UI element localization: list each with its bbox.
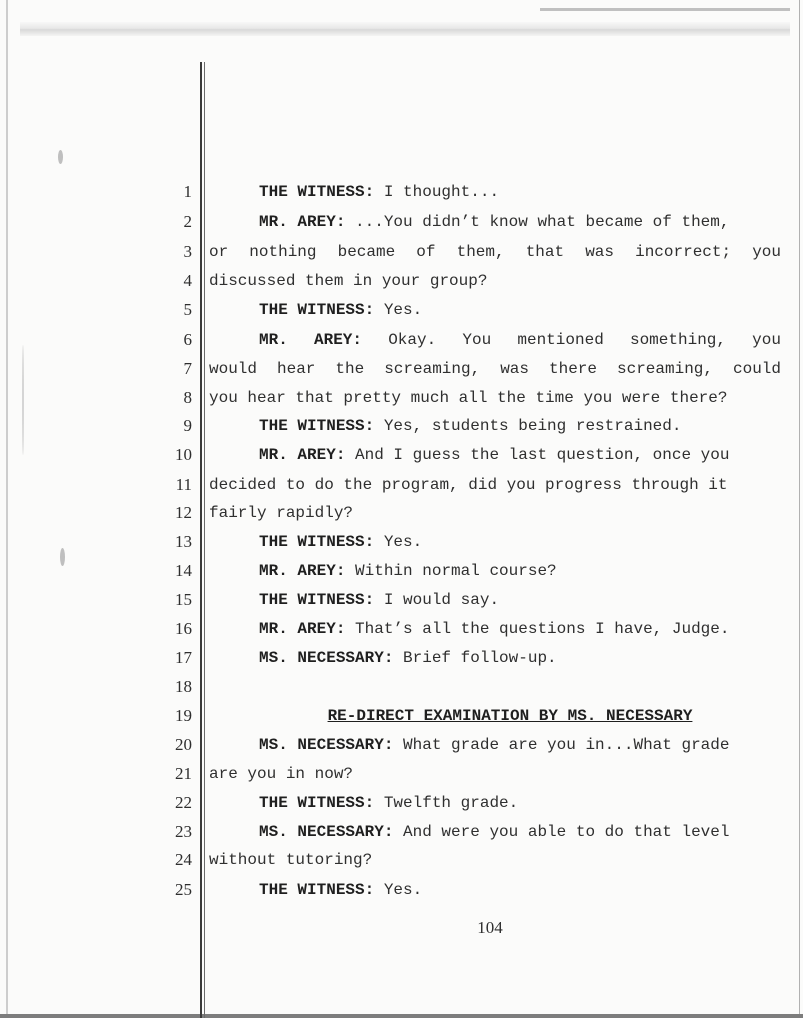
page-number: 104 [477,918,503,937]
line-text: fairly rapidly? [209,504,354,522]
transcript-line [209,822,781,842]
margin-rule [200,62,202,1018]
line-text: And I guess the last question, once you [345,446,730,464]
speaker-label: MR. AREY: [259,331,362,349]
speaker-label: MS. NECESSARY: [259,649,394,667]
line-text: Twelfth grade. [374,794,519,812]
transcript-line [209,182,781,202]
transcript-line [209,850,781,870]
transcript-line [209,388,781,408]
speaker-label: THE WITNESS: [259,881,375,899]
scan-right-edge [799,0,800,1018]
speaker-label: THE WITNESS: [259,533,375,551]
line-text: are you in now? [209,765,354,783]
transcript-line [209,735,781,755]
transcript-line [209,445,781,465]
line-number: 22 [175,793,192,812]
line-text: Yes, students being restrained. [374,417,682,435]
transcript-line [209,416,781,436]
transcript-line [209,212,781,232]
transcript-line [209,764,781,784]
line-text: Brief follow-up. [393,649,557,667]
speaker-label: THE WITNESS: [259,301,375,319]
margin-rule-inner [204,62,205,1018]
line-number: 5 [183,300,192,319]
scan-left-edge [6,0,8,1018]
line-text: That’s all the questions I have, Judge. [345,620,730,638]
line-number: 11 [175,475,192,494]
transcript-line [209,475,781,495]
speaker-label: MR. AREY: [259,562,346,580]
line-number: 7 [183,359,192,378]
line-number: 21 [175,764,192,783]
line-text: Yes. [374,881,423,899]
line-number: 17 [175,648,192,667]
line-number: 23 [175,822,192,841]
scan-speck [60,548,65,566]
line-text: I thought... [374,183,500,201]
section-heading: RE-DIRECT EXAMINATION BY MS. NECESSARY [327,707,693,725]
line-number: 6 [183,330,192,349]
scan-top-edge [540,8,790,11]
scan-speck [58,150,63,164]
line-text: And were you able to do that level [393,823,730,841]
line-number: 19 [175,706,192,725]
line-text: or nothing became of them, that was incorrect; you [209,243,781,261]
speaker-label: THE WITNESS: [259,183,375,201]
line-number: 4 [183,271,192,290]
line-number: 8 [183,388,192,407]
line-number: 24 [175,850,192,869]
line-number: 18 [175,677,192,696]
speaker-label: MS. NECESSARY: [259,736,394,754]
line-text: decided to do the program, did you progress through it [209,476,728,494]
line-number: 2 [183,212,192,231]
speaker-label: THE WITNESS: [259,591,375,609]
scan-streak [22,345,24,455]
speaker-label: MR. AREY: [259,446,346,464]
transcript-line [209,561,781,581]
line-number: 12 [175,503,192,522]
line-text: Yes. [374,533,423,551]
line-number: 3 [183,242,192,261]
transcript-line [209,242,781,262]
line-number: 9 [183,416,192,435]
transcript-line [209,271,781,291]
line-number: 20 [175,735,192,754]
line-number: 14 [175,561,192,580]
line-number: 10 [175,445,192,464]
line-number: 13 [175,532,192,551]
speaker-label: THE WITNESS: [259,794,375,812]
line-number: 15 [175,590,192,609]
speaker-label: MR. AREY: [259,620,346,638]
transcript-line [209,532,781,552]
speaker-label: MS. NECESSARY: [259,823,394,841]
transcript-line [209,330,781,350]
line-text: discussed them in your group? [209,272,488,290]
line-text: ...You didn’t know what became of them, [345,213,730,231]
line-number: 16 [175,619,192,638]
scan-bottom-edge [0,1014,803,1018]
line-number: 1 [183,182,192,201]
transcript-line [209,503,781,523]
line-text: Within normal course? [345,562,557,580]
transcript-line [209,880,781,900]
transcript-line [209,590,781,610]
line-text: Okay. You mentioned something, you [362,331,781,349]
speaker-label: MR. AREY: [259,213,346,231]
line-number: 25 [175,880,192,899]
line-text: you hear that pretty much all the time you were there? [209,389,728,407]
scan-top-shadow [20,22,790,36]
transcript-line [209,300,781,320]
transcript-line [209,648,781,668]
line-text: would hear the screaming, was there screaming, could [209,360,781,378]
line-text: What grade are you in...What grade [393,736,730,754]
transcript-line [209,793,781,813]
transcript-line [209,359,781,379]
speaker-label: THE WITNESS: [259,417,375,435]
line-text: Yes. [374,301,423,319]
line-text: without tutoring? [209,851,373,869]
line-text: I would say. [374,591,500,609]
transcript-line [209,619,781,639]
